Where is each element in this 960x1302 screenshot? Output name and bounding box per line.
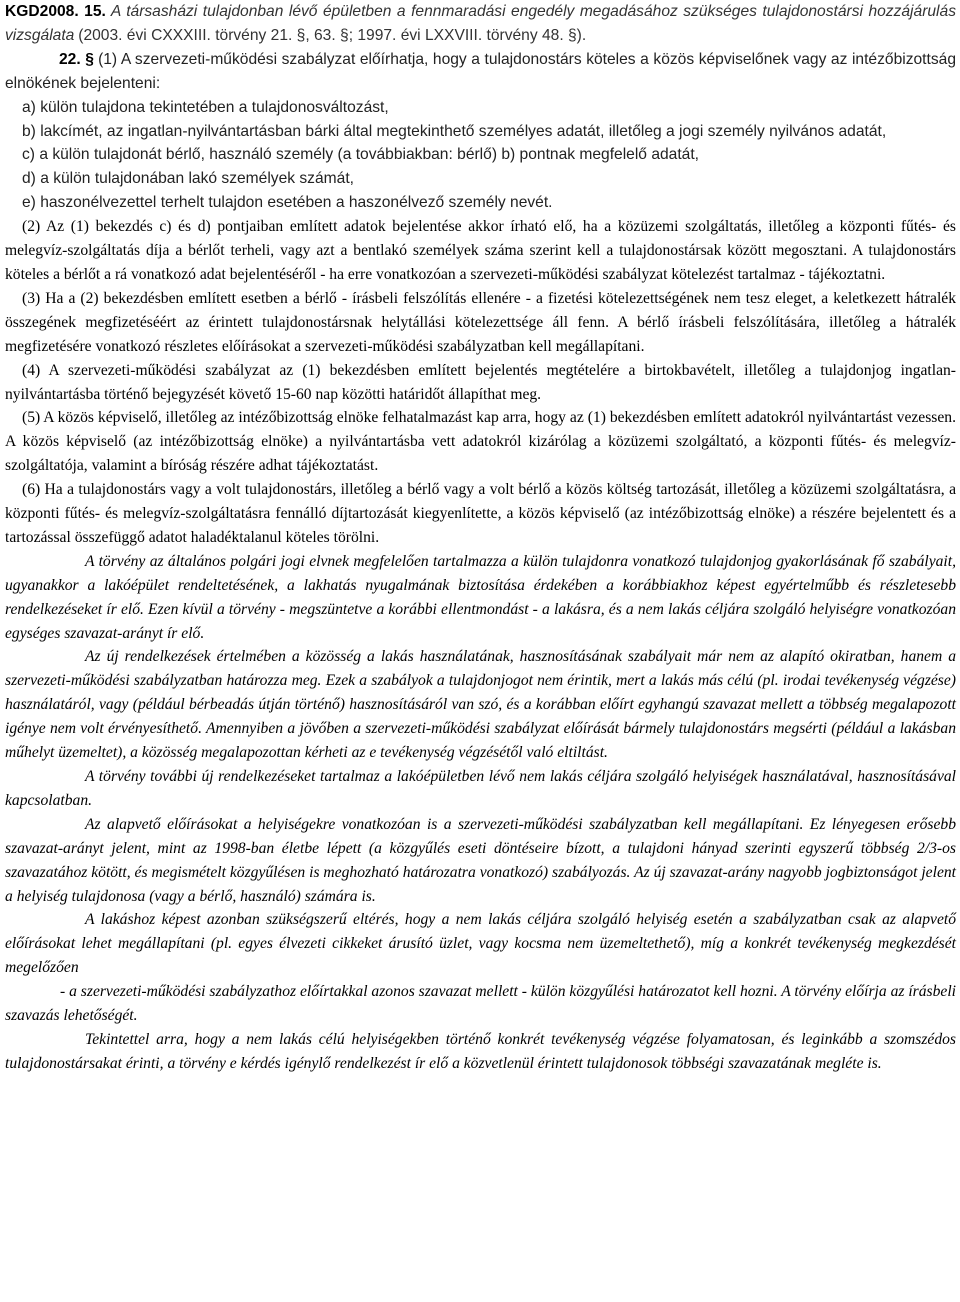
list-item-e: e) haszonélvezettel terhelt tulajdon esetében a haszonélvező személy nevét.	[22, 194, 553, 212]
paragraph-3: (3) Ha a (2) bekezdésben említett esetben a bérlő - írásbeli felszólítás ellenére - a fizetési kötelezettségének nem tesz eleget, a keletkezett hátralék összegének megfizetéséért az érintett tulajdonostársnak helytállási kötelezettsége áll fenn. A bérlő írásbeli felszólítására, illetőleg a hátralék megfizetésére vonatkozó részletes előírásokat a szervezeti-működési szabályzatban kell megállapítani.	[5, 289, 956, 355]
commentary-paragraph: A törvény további új rendelkezéseket tartalmaz a lakóépületben lévő nem lakás céljára szolgáló helyiségek használatával, hasznosításával kapcsolatban.	[5, 768, 956, 809]
list-item-b: b) lakcímét, az ingatlan-nyilvántartásban bárki által megtekinthető személyes adatát, illetőleg a jogi személy nyilvános adatát,	[22, 122, 887, 140]
document-title: A társasházi tulajdonban lévő épületben a fennmaradási engedély megadásához szükséges tulajdonostársi hozzájárulás vizsgálata	[5, 3, 956, 44]
legal-references: (2003. évi CXXXIII. törvény 21. §, 63. §; 1997. évi LXXVIII. törvény 48. §).	[78, 26, 587, 44]
list-item-a: a) külön tulajdona tekintetében a tulajdonosváltozást,	[22, 98, 389, 116]
commentary-paragraph: Az alapvető előírásokat a helyiségekre vonatkozóan is a szervezeti-működési szabályzatban kell megállapítani. Ez lényegesen erősebb szavazat-arányt jelent, mint az 1998-ban életbe lépett (a közgyűlés eseti döntéseire bízott, a tulajdoni hányad szerinti egyszerű többség 2/3-os szavazatához kötött, és megismételt közgyűlésen is meghozható határozatra vonatkozó) szabályozás. Az új szavazat-arány nagyobb jogbiztonságot jelent a helyiség tulajdonosa (vagy a bérlő, használó) számára is.	[5, 815, 956, 905]
section-number: 22. §	[59, 50, 94, 68]
paragraph-2: (2) Az (1) bekezdés c) és d) pontjaiban említett adatok bejelentése akkor írható elő, ha a közüzemi szolgáltatás, illetőleg a központi fűtés- és melegvíz-szolgáltatás díja a bérlőt terheli, vagy azt a bentlakó személyek száma szerint kell a tulajdonostársak között megosztani. A tulajdonostárs köteles a bérlőt a rá vonatkozó adat bejelentéséről - ha erre vonatkozóan a szervezeti-működési szabályzat kötelezést tartalmaz - tájékoztatni.	[5, 218, 956, 283]
commentary-paragraph: Az új rendelkezések értelmében a közösség a lakás használatának, hasznosításának szabályait már nem az alapító okiratban, hanem a szervezeti-működési szabályzatban határozza meg. Ezek a szabályok a tulajdonjogot nem érintik, mert a lakás más célú (pl. irodai tevékenység végzése) használatáról, vagy (például bérbeadás útján történő) hasznosításáról van szó, és a korábban előírt egyhangú szavazat mellett a többség megalapozott igénye nem volt érvényesíthető. Amennyiben a jövőben a szervezeti-működési szabályzat előírását bármely tulajdonostárs megsérti (például a lakásban műhelyt üzemeltet), a közösség megalapozottan kérheti az e tevékenység végzésétől való eltiltást.	[5, 648, 956, 762]
list-item-d: d) a külön tulajdonában lakó személyek számát,	[22, 170, 354, 188]
commentary-paragraph: A törvény az általános polgári jogi elvnek megfelelően tartalmazza a külön tulajdonra vonatkozó tulajdonjog gyakorlásának fő szabályait, ugyanakkor a lakóépület rendeltetésének, a lakhatás nyugalmának biztosítása érdekében a korábbiakhoz képest egyértelműbb és részletesebb rendelkezéseket ír elő. Ezen kívül a törvény - megszüntetve a korábbi ellentmondást - a lakásra, és a nem lakás céljára szolgáló helyiségre vonatkozóan egységes szavazat-arányt ír elő.	[5, 552, 956, 642]
paragraph-4: (4) A szervezeti-működési szabályzat az (1) bekezdésben említett bejelentés megtételére a birtokbavételt, illetőleg a tulajdonjog ingatlan-nyilvántartásba történő bejegyzését követő 15-60 nap közötti határidőt állapíthat meg.	[5, 361, 956, 403]
document-heading	[5, 0, 956, 48]
paragraph-5: (5) A közös képviselő, illetőleg az intézőbizottság elnöke felhatalmazást kap arra, hogy az (1) bekezdésben említett adatokról nyilvántartást vezessen. A közös képviselő (az intézőbizottság elnöke) a nyilvántartásba vett adatokról kizárólag a közüzemi szolgáltató, a központi fűtés- és melegvíz-szolgáltatója, valamint a bíróság részére adhat tájékoztatást.	[5, 409, 956, 475]
section-header	[5, 48, 956, 96]
paragraph-6: (6) Ha a tulajdonostárs vagy a volt tulajdonostárs, illetőleg a bérlő vagy a volt bérlő a közös költség tartozását, illetőleg a közüzemi szolgáltatásra, a központi fűtés- és melegvíz-szolgáltatásra fennálló díjtartozását kiegyenlítette, a közös képviselő (az intézőbizottság elnöke) a részére bejelentett és a tartozással összefüggő adatot haladéktalanul köteles törölni.	[5, 481, 956, 546]
commentary-paragraph: A lakáshoz képest azonban szükségszerű eltérés, hogy a nem lakás céljára szolgáló helyiség esetén a szabályzatban csak az alapvető előírásokat lehet megállapítani (pl. egyes élvezeti cikkeket árusító üzlet, vagy kocsma nem üzemeltethető), míg a konkrét tevékenység megkezdését megelőzően	[5, 911, 956, 977]
commentary-paragraph: - a szervezeti-működési szabályzathoz előírtakkal azonos szavazat mellett - külön közgyűlési határozatot kell hozni. A törvény előírja az írásbeli szavazás lehetőségét.	[5, 983, 956, 1025]
document-id: KGD2008. 15.	[5, 3, 106, 20]
section-intro: (1) A szervezeti-működési szabályzat előírhatja, hogy a tulajdonostárs köteles a közös képviselőnek vagy az intézőbizottság elnökének bejelenteni:	[5, 50, 956, 92]
list-item-c: c) a külön tulajdonát bérlő, használó személy (a továbbiakban: bérlő) b) pontnak megfelelő adatát,	[22, 146, 700, 164]
commentary-paragraph: Tekintettel arra, hogy a nem lakás célú helyiségekben történő konkrét tevékenység végzése folyamatosan, és leginkább a szomszédos tulajdonostársakat érinti, a törvény e kérdés igénylő rendelkezést ír elő a közvetlenül érintett tulajdonosok többségi szavazatának megléte is.	[5, 1030, 956, 1072]
